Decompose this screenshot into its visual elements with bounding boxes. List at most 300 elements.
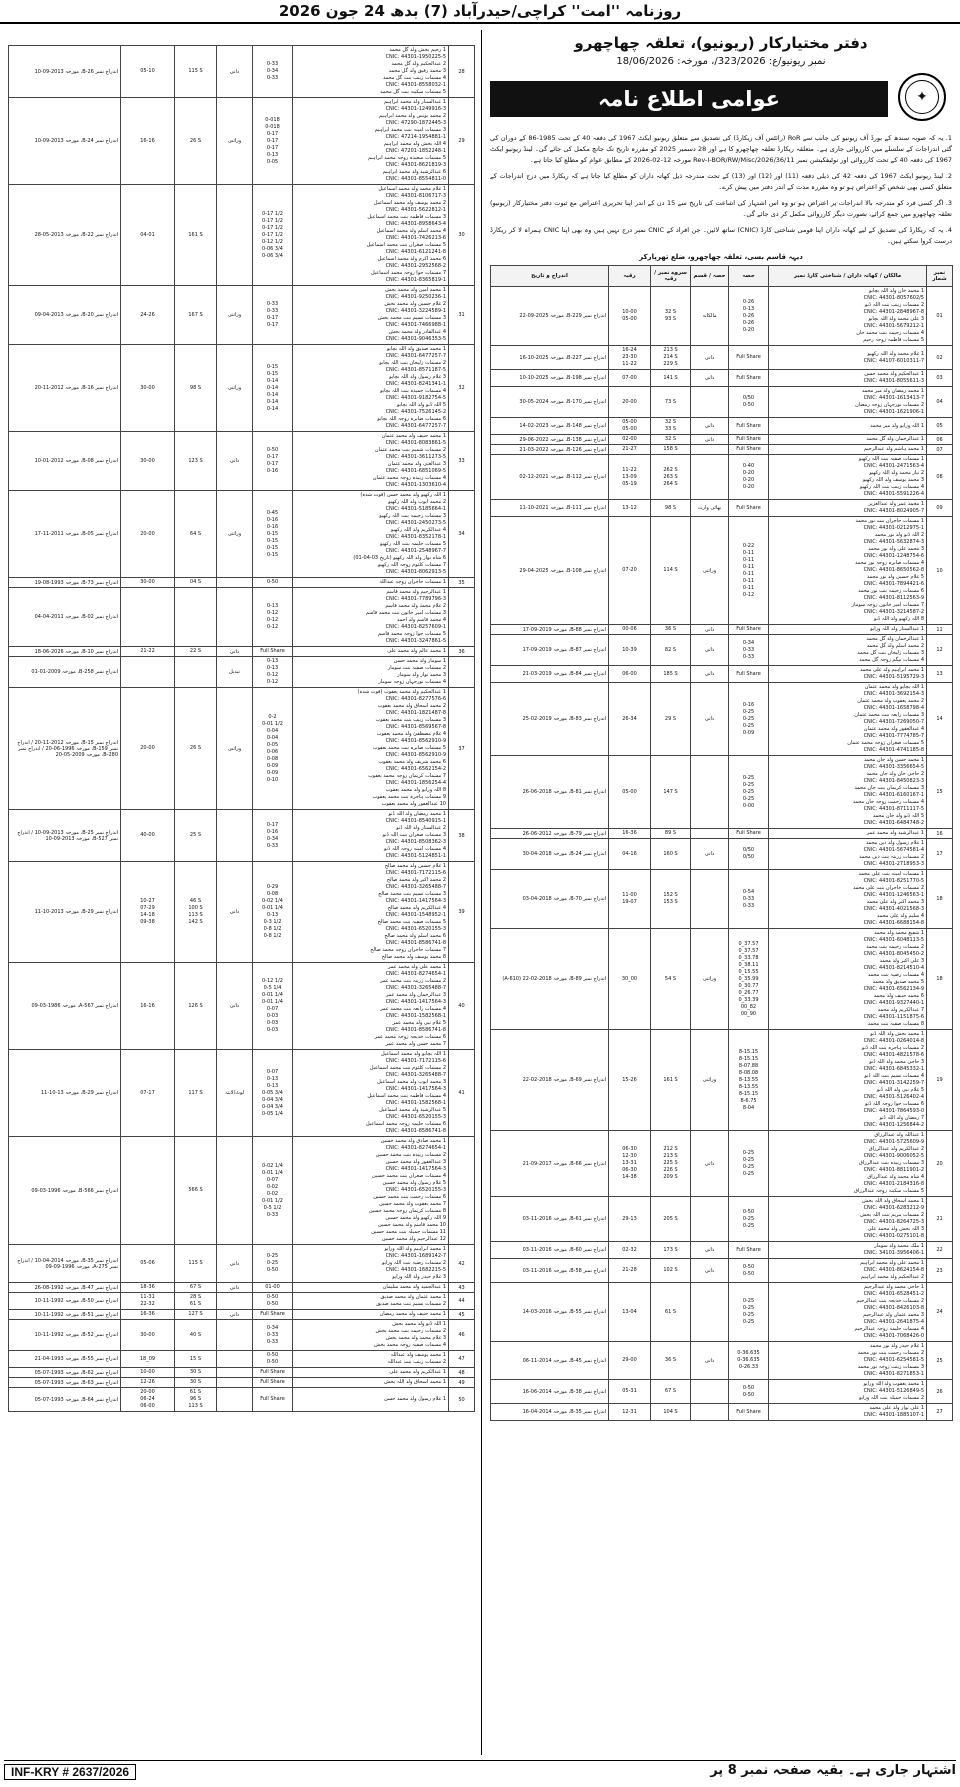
- survey-line: 229 S: [663, 361, 678, 367]
- area-line: 15-26: [622, 1076, 637, 1083]
- share-cell: [253, 345, 293, 432]
- owners-line: 6 محمد شریف ولد محمد یعقوب: [378, 759, 446, 765]
- owners-line: 1 محمد ابراہیم ولد اللہ ورایو: [384, 1246, 446, 1252]
- serial-cell: 27: [927, 1404, 953, 1421]
- owners-line: CNIC: 44301-6845332-1: [863, 1066, 924, 1072]
- share-line: 0-25: [742, 1222, 755, 1229]
- serial-cell: 18: [927, 870, 953, 929]
- survey-cell: [175, 491, 217, 578]
- share-line: 0-34: [742, 639, 755, 646]
- share-line: 0-26: [742, 319, 755, 326]
- owners-line: 4 مسمات نورجہاں زوجہ سومار: [378, 679, 446, 685]
- area-line: 05-06: [140, 1260, 155, 1266]
- owners-line: 1 اللہ ڈنو ولد محمد بخش: [392, 1321, 446, 1327]
- table-row: [9, 1368, 475, 1378]
- owners-line: 3 مسمات نسیم بنت محمد صالح: [378, 891, 446, 897]
- header-owners: مالکان / کھاتہ داران / شناختی کارڈ نمبر: [769, 266, 927, 287]
- owners-line: 5 غلام رسول ولد محمد حسین: [382, 1180, 446, 1186]
- share-line: 0-01 1/4: [262, 999, 283, 1005]
- owners-line: 2 مسمات صفیہ بنت سومار: [387, 665, 446, 671]
- notice-banner-row: [490, 73, 952, 125]
- share-cell: [253, 1137, 293, 1245]
- share-line: 0-8 1/2: [263, 926, 282, 932]
- kind-cell: [691, 445, 729, 455]
- survey-line: 167 S: [188, 311, 203, 318]
- share-line: 0-33: [742, 653, 755, 660]
- kind-cell: ذاتی: [217, 1310, 253, 1320]
- area-cell: [609, 1283, 651, 1342]
- owners-line: 2 محمد یونس ولد محمد ابراہیم: [379, 113, 446, 119]
- owners-line: CNIC: 44301-8569567-8: [385, 724, 446, 730]
- owners-line: 7 محمد یعقوب ولد محمد حسین: [378, 1201, 446, 1207]
- owners-line: 1 علی نواز ولد علی محمد: [869, 1405, 924, 1411]
- area-cell: [121, 1310, 175, 1320]
- table-row: [9, 963, 475, 1050]
- owners-line: 4 مسمات رضیہ بنت محمد: [867, 972, 924, 978]
- survey-line: 209 S: [663, 1174, 678, 1180]
- entry-cell: اندراج نمبر 83-B، مورخہ 2019-02-25: [491, 683, 609, 756]
- share-line: 0-20: [742, 326, 755, 333]
- share-cell: [729, 500, 769, 517]
- owners-line: CNIC: 44301-8562910-9: [385, 752, 446, 758]
- area-line: 13-31: [622, 1160, 637, 1166]
- serial-cell: [449, 588, 475, 647]
- table-row: [491, 1404, 953, 1421]
- owners-cell: [293, 1293, 449, 1310]
- serial-cell: [449, 1137, 475, 1245]
- share-line: 0-11: [742, 556, 755, 563]
- share-line: 0-16: [266, 516, 279, 523]
- serial-cell: 05: [927, 418, 953, 435]
- survey-cell: [175, 578, 217, 588]
- owners-line: 1 محمد حنیف ولد محمد عثمان: [381, 433, 446, 439]
- survey-line: 67 S: [189, 1284, 202, 1290]
- share-line: 0-06: [266, 748, 279, 755]
- share-line: 0-12: [266, 672, 279, 678]
- share-line: 0-50: [742, 1270, 755, 1277]
- serial-cell: 41: [449, 1050, 475, 1137]
- area-line: 20-00: [140, 530, 155, 537]
- survey-line: 104 S: [663, 1408, 678, 1415]
- share-line: 0-06 3/4: [262, 252, 283, 259]
- share-line: 0-12: [266, 624, 279, 630]
- owners-line: 2 مسمات کلثوم بنت محمد اسماعیل: [369, 1065, 446, 1071]
- area-line: 22-32: [140, 1301, 155, 1307]
- entry-cell: اندراج نمبر 52-B، مورخہ 1992-11-10: [9, 1320, 121, 1351]
- survey-line: 115 S: [188, 1260, 203, 1266]
- owners-line: 8 مسمات صفیہ بنت محمد: [867, 1021, 924, 1027]
- owners-line: CNIC: 44301-6851069-5: [385, 468, 446, 474]
- kind-cell: وراثتی: [217, 345, 253, 432]
- kind-cell: لوٹ/لاپتہ: [217, 1050, 253, 1137]
- survey-line: 160 S: [663, 850, 678, 857]
- share-line: 0-25: [742, 781, 755, 788]
- owners-line: 3 مسمات امیر خاتون بنت محمد قاسم: [365, 610, 446, 616]
- owners-line: CNIC: 44301-7864593-0: [863, 1108, 924, 1114]
- area-cell: [121, 588, 175, 647]
- header-serial: نمبر شمار: [927, 266, 953, 287]
- area-line: 10-00: [140, 1369, 155, 1375]
- owners-line: CNIC: 44301-8214510-4: [863, 965, 924, 971]
- owners-line: CNIC: 44301-2952568-2: [385, 263, 446, 269]
- owners-line: CNIC: 44301-3265488-7: [385, 1072, 446, 1078]
- owners-line: 4 مسمات امینہ زوجہ اللہ ڈنو: [384, 846, 446, 852]
- share-line: Full Share: [260, 1379, 285, 1385]
- owners-line: CNIC: 44301-4821578-6: [863, 1052, 924, 1058]
- owners-cell: [769, 1242, 927, 1259]
- owners-line: 3 مسمات زینب بنت محمد یعقوب: [375, 717, 446, 723]
- share-line: 0_37.57: [738, 947, 759, 954]
- owners-line: 2 مسمات شمیم بنت محمد عثمان: [374, 447, 446, 453]
- share-cell: [253, 1050, 293, 1137]
- owners-line: CNIC: 44301-6520155-3: [385, 1187, 446, 1193]
- owners-line: 4 اللہ بخش ولد محمد ابراہیم: [383, 141, 446, 147]
- owners-cell: [769, 370, 927, 387]
- kind-cell: ذاتی: [691, 370, 729, 387]
- owners-line: CNIC: 44301-8062913-5: [385, 569, 446, 575]
- share-line: 8-13.55: [738, 1083, 759, 1090]
- share-line: 0-3 1/2: [263, 919, 282, 925]
- survey-line: 566 S: [188, 1187, 203, 1193]
- owners-line: 1 مسمات حاجراں بنت نور محمد: [855, 518, 924, 524]
- owners-line: CNIC: 44301-8621819-3: [385, 162, 446, 168]
- area-cell: [609, 1030, 651, 1131]
- owners-line: CNIC: 44301-5126849-5: [863, 1388, 924, 1394]
- share-cell: [253, 286, 293, 345]
- owners-line: CNIC: 44301-8352178-1: [385, 534, 446, 540]
- share-cell: [253, 862, 293, 963]
- share-line: 0-13: [266, 658, 279, 664]
- table-row: [9, 491, 475, 578]
- owners-cell: [293, 1310, 449, 1320]
- owners-cell: [769, 418, 927, 435]
- share-line: 0-17 1/2: [262, 217, 283, 224]
- share-line: 0-50: [742, 1384, 755, 1391]
- area-line: 30-00: [140, 579, 155, 585]
- share-line: 0-11: [742, 570, 755, 577]
- owners-line: CNIC: 44301-6562134-9: [863, 986, 924, 992]
- owners-line: 2 حاجی خان ولد جان محمد: [866, 771, 924, 777]
- area-line: 05-00: [622, 426, 637, 432]
- share-line: 8-15.15: [738, 1090, 759, 1097]
- share-cell: [729, 287, 769, 346]
- owners-line: 1 مسمات حاجراں زوجہ عبداللہ: [379, 579, 446, 585]
- share-line: 0-09: [742, 729, 755, 736]
- owners-line: 2 اللہ ڈنو ولد نور محمد: [874, 532, 924, 538]
- paragraph-3: 3. اگر کسی فرد کو مندرجہ بالا اندراجات پر اعتراض ہو تو وہ اس اشتہار کی اشاعت کی تاریخ سے 15 دن کے اندر اپنا تحریری اعتراض مع ثبوت دفتر مختیارکار (ریونیو) تعلقہ چھاچھرو میں جمع کرائے، بصورت دیگر کارروائی مکمل کر دی جائے گی۔: [490, 199, 952, 218]
- entry-cell: اندراج نمبر 55-B، مورخہ 1993-04-21: [9, 1351, 121, 1368]
- share-line: 0-07: [266, 1176, 279, 1183]
- table-row: [9, 1310, 475, 1320]
- public-notice: [490, 30, 952, 1421]
- area-line: 14-38: [622, 1174, 637, 1180]
- survey-cell: [651, 500, 691, 517]
- table-row: [9, 432, 475, 491]
- share-line: Full Share: [736, 1408, 761, 1415]
- owners-line: CNIC: 44301-9182754-5: [385, 395, 446, 401]
- area-cell: [609, 287, 651, 346]
- entry-cell: اندراج نمبر 05-B، مورخہ 2011-11-17: [9, 491, 121, 578]
- owners-cell: [769, 829, 927, 839]
- entry-cell: اندراج نمبر 25-B، مورخہ 2013-09-10 / اندراج نمبر 527-B، مورخہ 2013-09-10: [9, 810, 121, 862]
- owners-line: 10 محمد قاسم ولد محمد حسین: [377, 1222, 446, 1228]
- area-cell: [121, 1293, 175, 1310]
- kind-cell: [691, 1380, 729, 1404]
- owners-line: 4 مسمات زینب بنت اللہ رکھیو: [859, 484, 924, 490]
- share-line: 0-05 1/4: [262, 1110, 283, 1117]
- table-row: [491, 500, 953, 517]
- owners-line: 1 سومار ولد محمد حسن: [393, 658, 446, 664]
- owners-line: 5 مسمات حلیمہ بنت اللہ رکھیو: [380, 541, 446, 547]
- owners-line: 3 محمد رفیق ولد گل محمد: [388, 68, 446, 74]
- owners-line: 1 عبدالحکیم ولد محمد یعقوب (فوت شدہ): [357, 689, 446, 695]
- kind-cell: [217, 1293, 253, 1310]
- kind-cell: ذاتی: [217, 647, 253, 657]
- share-cell: [253, 1378, 293, 1388]
- entry-cell: اندراج نمبر 10-B، مورخہ 2026-06-18: [9, 647, 121, 657]
- area-line: 07-20: [622, 567, 637, 573]
- share-line: 8-04: [742, 1104, 755, 1111]
- survey-line: 30 S: [189, 1369, 202, 1375]
- owners-cell: [769, 1404, 927, 1421]
- share-line: 0-16: [742, 701, 755, 708]
- owners-line: 4 مسمات رحمت زوجہ جان محمد: [852, 799, 924, 805]
- owners-line: 2 مسمات زینب بنت عبداللہ: [387, 1359, 446, 1365]
- kind-cell: [217, 588, 253, 647]
- share-line: 0-50: [266, 1294, 279, 1300]
- share-line: 0-03: [266, 1020, 279, 1026]
- share-line: 0-12: [266, 679, 279, 685]
- share-line: 0-29: [266, 884, 279, 890]
- share-line: 0-25: [742, 715, 755, 722]
- share-cell: [729, 1283, 769, 1342]
- entry-cell: اندراج نمبر 566-B، مورخہ 1996-03-09: [9, 1137, 121, 1245]
- owners-line: 1 محمد صدیق ولد اللہ بچایو: [386, 346, 446, 352]
- survey-cell: [651, 666, 691, 683]
- kind-cell: ذاتی: [691, 1342, 729, 1380]
- kind-cell: بھائی وارث: [691, 500, 729, 517]
- table-row: [491, 929, 953, 1030]
- area-line: 11-22: [622, 361, 637, 367]
- survey-cell: [175, 810, 217, 862]
- share-cell: [729, 517, 769, 625]
- area-line: 26-34: [622, 715, 637, 722]
- owners-line: CNIC: 44301-8251770-5: [863, 878, 924, 884]
- owners-cell: [769, 1380, 927, 1404]
- survey-cell: [651, 418, 691, 435]
- share-cell: [729, 756, 769, 829]
- share-line: 0-33: [742, 646, 755, 653]
- share-line: Full Share: [736, 436, 761, 442]
- table-row: [9, 98, 475, 185]
- kind-cell: [217, 185, 253, 286]
- owners-line: 1 عبدالرحمان ولد گل محمد: [866, 636, 924, 642]
- share-line: 0-17: [266, 461, 279, 467]
- survey-line: 15 S: [189, 1355, 202, 1362]
- share-line: 0-12: [266, 617, 279, 623]
- owners-line: 3 محمد نواز ولد سومار: [397, 672, 446, 678]
- owners-line: CNIC: 44301-1249916-3: [385, 106, 446, 112]
- area-line: 11-00: [622, 892, 637, 898]
- owners-line: CNIC: 44301-0275101-8: [863, 1233, 924, 1239]
- survey-line: 54 S: [664, 975, 677, 982]
- government-seal-icon: [898, 73, 946, 121]
- survey-line: 113 S: [188, 912, 203, 918]
- serial-cell: 15: [927, 756, 953, 829]
- share-line: 0-03: [266, 1027, 279, 1033]
- survey-line: 213 S: [663, 1153, 678, 1159]
- share-line: 0-15: [266, 544, 279, 551]
- owners-line: CNIC: 44301-8540915-1: [385, 818, 446, 824]
- share-line: 0-34: [266, 1324, 279, 1331]
- area-line: 16-24: [622, 347, 637, 353]
- share-line: 0-08: [266, 755, 279, 762]
- share-line: 0-33: [266, 61, 279, 67]
- survey-cell: [651, 839, 691, 870]
- owners-line: 5 غلام حسین ولد نور محمد: [866, 574, 924, 580]
- kind-cell: [217, 810, 253, 862]
- owners-line: 1 حاجی محمد ولد عبدالرحیم: [863, 1284, 924, 1290]
- owners-line: 1 اللہ رکھیو ولد محمد حسن (فوت شدہ): [360, 492, 446, 498]
- owners-line: 4 مسمات حمیدہ بنت اللہ بچایو: [380, 388, 446, 394]
- share-line: 0-17: [266, 454, 279, 460]
- share-line: 0-15: [266, 537, 279, 544]
- owners-line: CNIC: 44301-3142259-7: [863, 1080, 924, 1086]
- owners-cell: [769, 1259, 927, 1283]
- entry-cell: اندراج نمبر 89-B، مورخہ 2018-02-22 (A-610): [491, 929, 609, 1030]
- area-cell: [121, 1368, 175, 1378]
- owners-line: 2 مسمات جمیلہ بنت اللہ ورایو: [859, 1395, 924, 1401]
- owners-line: 4 شاہ محمد ولد عبدالرزاق: [867, 1174, 924, 1180]
- owners-line: CNIC: 44301-6254581-5: [863, 1357, 924, 1363]
- survey-line: 25 S: [189, 832, 202, 838]
- table-row: [9, 588, 475, 647]
- owners-line: 7 مسمات حاجراں زوجہ محمد صالح: [370, 947, 446, 953]
- share-line: 0-26: [742, 298, 755, 305]
- owners-cell: [293, 688, 449, 810]
- share-line: 0-25: [742, 795, 755, 802]
- share-line: 0-45: [266, 509, 279, 516]
- area-cell: [121, 1245, 175, 1283]
- share-line: 0-05: [266, 741, 279, 748]
- owners-line: CNIC: 44301-3265488-7: [385, 985, 446, 991]
- share-line: 0-018: [265, 116, 280, 123]
- owners-line: CNIC: 44301-6528451-2: [863, 1291, 924, 1297]
- entry-cell: اندراج نمبر 258-B، مورخہ 2009-01-01: [9, 657, 121, 688]
- owners-line: 1 عبدالرحمان ولد گل محمد: [866, 436, 924, 442]
- serial-cell: 11: [927, 625, 953, 635]
- share-line: 0-17: [266, 130, 279, 137]
- owners-line: CNIC: 44301-2848967-8: [863, 309, 924, 315]
- kind-cell: ذاتی: [691, 1242, 729, 1259]
- header-area: رقبہ: [609, 266, 651, 287]
- kind-cell: [691, 1197, 729, 1242]
- table-row: [491, 1242, 953, 1259]
- owners-line: 5 مسمات صغراں بنت محمد اسماعیل: [366, 242, 446, 248]
- owners-line: 1 اللہ بچایو ولد محمد اسماعیل: [380, 1051, 446, 1057]
- survey-cell: [651, 1342, 691, 1380]
- owners-cell: [769, 445, 927, 455]
- area-line: 06-30: [622, 1167, 637, 1173]
- share-line: 0-50: [266, 1267, 279, 1273]
- kind-cell: ذاتی: [691, 1259, 729, 1283]
- owners-line: CNIC: 44301-4741185-8: [863, 747, 924, 753]
- share-line: 0-15: [266, 370, 279, 377]
- table-row: [9, 688, 475, 810]
- owners-cell: [293, 1245, 449, 1283]
- area-cell: [609, 517, 651, 625]
- area-line: 29-13: [622, 1215, 637, 1222]
- share-line: 01-00: [265, 1284, 280, 1290]
- owners-line: 1 محمد علی ولد محمد ابراہیم: [859, 1260, 924, 1266]
- share-line: Full Share: [736, 354, 761, 360]
- owners-line: 3 غلام رسول ولد اللہ بچایو: [389, 374, 446, 380]
- area-line: 20-00: [622, 398, 637, 405]
- owners-line: 2 عبدالکریم ولد عبدالرزاق: [868, 1146, 924, 1152]
- kind-cell: وراثتی: [217, 688, 253, 810]
- share-cell: [253, 98, 293, 185]
- share-line: 0-34: [266, 835, 279, 842]
- paragraph-1: 1. یہ کہ صوبہ سندھ کے بورڈ آف ریونیو کی جانب سے RoR (رائٹس آف ریکارڈ) کی تصدیق سے متعلق ریونیو ایکٹ 1967 کی دفعہ 40 کے تحت 1985-86 کے دوران کی گئی اندراجات کے سلسلے میں کارروائی جاری ہے۔ متعلقہ ریکارڈ تعلقہ چھاچھرو کا ہے اور 28 دسمبر 2025 کو مقررہ تاریخ تک جانچ مکمل کی جائے گی۔ لینڈ ریونیو ایکٹ 1967 کی دفعہ 40 کے تحت کارروائی اور نوٹیفکیشن نمبر Rev-I-BOR/RW/Misc/2026/36/11 مورخہ 12-02-2026 کے مطابق عوام کو مطلع کیا جاتا ہے۔: [490, 134, 952, 164]
- share-cell: [729, 839, 769, 870]
- share-line: 0-50: [266, 1352, 279, 1358]
- owners-line: CNIC: 44301-1885107-1: [863, 1412, 924, 1418]
- share-line: Full Share: [736, 626, 761, 632]
- serial-cell: 34: [449, 491, 475, 578]
- survey-line: 32 S: [664, 419, 677, 425]
- masthead: روزنامہ ''امت'' کراچی/حیدرآباد (7) بدھ 24 جون 2026: [0, 0, 960, 24]
- area-cell: [609, 1404, 651, 1421]
- owners-line: CNIC: 44301-8571187-5: [385, 367, 446, 373]
- share-line: 0-36.635: [737, 1357, 760, 1363]
- survey-cell: [651, 1283, 691, 1342]
- survey-cell: [175, 1245, 217, 1283]
- owners-line: CNIC: 44301-2471563-4: [863, 463, 924, 469]
- serial-cell: 24: [927, 1283, 953, 1342]
- owners-line: 3 علی اکبر ولد محمد: [879, 958, 924, 964]
- area-line: 21-28: [622, 1267, 637, 1273]
- share-line: Full Share: [736, 1246, 761, 1253]
- owners-cell: [769, 455, 927, 500]
- share-line: 0-33: [266, 308, 279, 314]
- survey-line: 61 S: [189, 1301, 202, 1307]
- owners-line: CNIC: 44301-2641875-4: [863, 1319, 924, 1325]
- share-line: 0-14: [266, 398, 279, 405]
- area-cell: [121, 185, 175, 286]
- serial-cell: 18: [927, 929, 953, 1030]
- share-line: Full Share: [260, 1396, 285, 1402]
- survey-cell: [651, 1259, 691, 1283]
- serial-cell: 40: [449, 963, 475, 1050]
- area-line: 07-17: [140, 1089, 155, 1096]
- survey-cell: [175, 1388, 217, 1412]
- serial-cell: 22: [927, 1242, 953, 1259]
- owners-line: 3 مسمات زلیخاں بنت گل محمد: [857, 650, 924, 656]
- share-line: 0-08: [266, 891, 279, 897]
- area-line: 20-00: [140, 745, 155, 751]
- area-cell: [121, 1388, 175, 1412]
- survey-cell: [175, 1137, 217, 1245]
- area-cell: [121, 688, 175, 810]
- kind-cell: ذاتی: [691, 435, 729, 445]
- owners-line: 1 عبدالرشید ولد محمد عمر: [866, 830, 924, 836]
- share-line: 0-2: [268, 713, 277, 720]
- owners-line: 2 محمد اسلم ولد گل محمد: [866, 643, 924, 649]
- owners-line: 4 مسمات زبیدہ زوجہ محمد عثمان: [372, 475, 446, 481]
- owners-line: 5 مسمات صفیہ بنت محمد صالح: [377, 919, 446, 925]
- owners-line: CNIC: 44301-8586741-8: [385, 1128, 446, 1134]
- owners-line: CNIC: 44301-6121241-8: [385, 249, 446, 255]
